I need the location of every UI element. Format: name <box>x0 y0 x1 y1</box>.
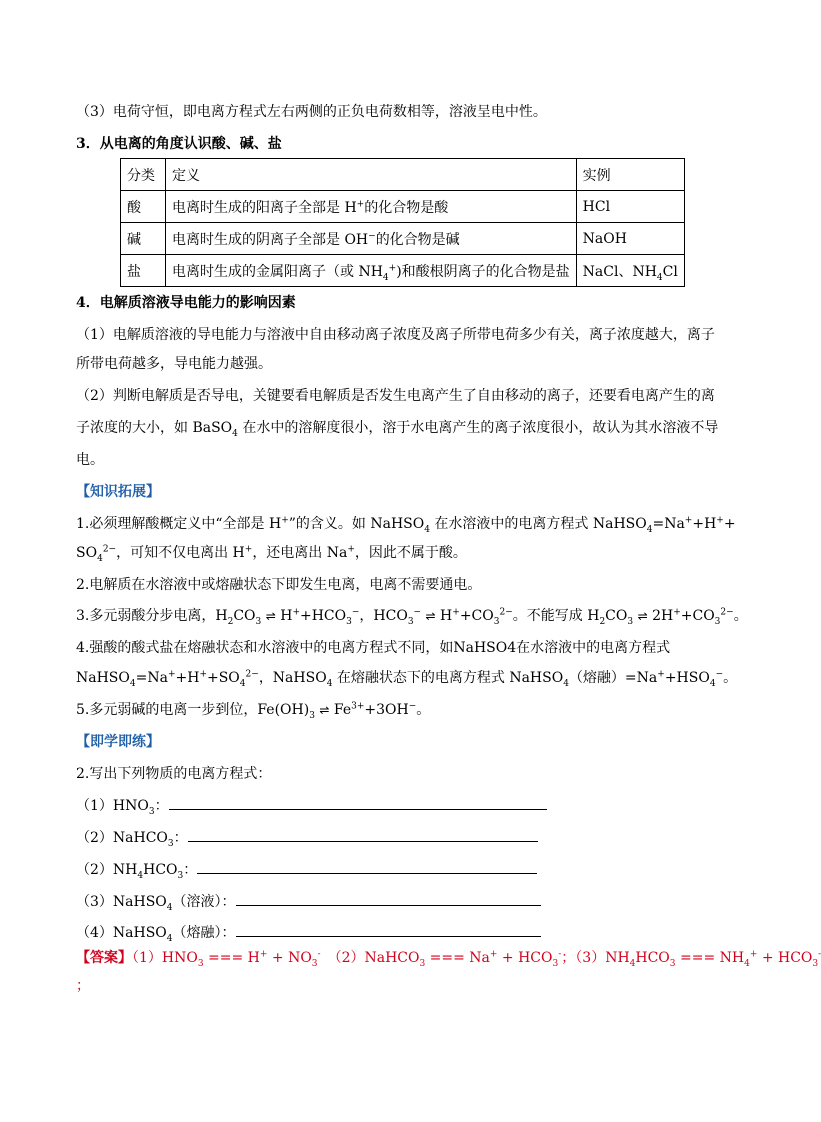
table-cell: NaOH <box>576 223 684 255</box>
table-cell: 酸 <box>121 191 166 223</box>
answer-blank[interactable] <box>188 827 538 842</box>
paragraph-line: 电。 <box>76 452 104 468</box>
table-cell: 电离时生成的金属阳离子（或 $NH_4^+$)和酸根阴离子的化合物是盐 <box>166 255 577 287</box>
table-cell: HCl <box>576 191 684 223</box>
question-item-nahso4-solution: （3）NaHSO$_4$（溶液）： <box>76 891 541 912</box>
answer-blank[interactable] <box>197 859 537 874</box>
table-cell: 电离时生成的阴离子全部是 OH−的化合物是碱 <box>166 223 577 255</box>
answer-label: 【答案】 <box>76 950 132 966</box>
question-item-nh4hco3: $(2)NH_4HCO_3$： <box>76 859 537 880</box>
table-header-row <box>121 159 685 191</box>
knowledge-extension-heading: 【知识拓展】 <box>76 484 160 500</box>
acid-base-salt-table <box>120 158 685 287</box>
paragraph-charge-conservation: （3）电荷守恒，即电离方程式左右两侧的正负电荷数相等，溶液呈电中性。 <box>76 104 547 120</box>
practice-heading: 【即学即练】 <box>76 734 160 750</box>
paragraph-line: 所带电荷越多，导电能力越强。 <box>76 356 272 372</box>
table-header-cell: 定义 <box>166 159 577 191</box>
question-item-hno3: $(1)HNO_3$： <box>76 795 547 816</box>
table-cell: 盐 <box>121 255 166 287</box>
extension-item-4: 4.强酸的酸式盐在熔融状态和水溶液中的电离方程式不同，如NaHSO4在水溶液中的电离方程式 <box>76 640 671 656</box>
extension-item-3: 3.多元弱酸分步电离，$H_2CO_3$ ⇌ $H^++HCO_3^-$，$HCO_3^-$ ⇌ $H^++CO_3^{2-}$。不能写成 $H_2CO_3$ ⇌ $2H^++CO_3^{2-}$。 <box>76 607 748 627</box>
table-cell: 电离时生成的阳离子全部是 H+的化合物是酸 <box>166 191 577 223</box>
table-header-cell: 实例 <box>576 159 684 191</box>
table-cell: 碱 <box>121 223 166 255</box>
extension-item-2: 2.电解质在水溶液中或熔融状态下即发生电离，电离不需要通电。 <box>76 577 482 593</box>
answer-blank[interactable] <box>236 922 541 937</box>
extension-item-1: 1.必须理解酸概定义中“全部是 H+”的含义。如 NaHSO$_4$ 在水溶液中的电离方程式 NaHSO$_4$=Na++H++ <box>76 515 736 535</box>
answer-continuation: ； <box>76 978 90 994</box>
paragraph-line: （2）判断电解质是否导电，关键要看电解质是否发生电离产生了自由移动的离子，还要看电离产生的离 <box>76 388 715 404</box>
question-prompt: 2.写出下列物质的电离方程式： <box>76 766 272 782</box>
paragraph-line: 子浓度的大小，如 BaSO$_4$ 在水中的溶解度很小，溶于水电离产生的离子浓度很小，故认为其水溶液不导 <box>76 420 719 439</box>
question-item-nahso4-melt: （4）NaHSO$_4$（熔融）： <box>76 922 541 943</box>
answer-blank[interactable] <box>169 795 547 810</box>
table-cell: NaCl、$NH_4Cl$ <box>576 255 684 287</box>
table-header-cell: 分类 <box>121 159 166 191</box>
extension-item-5: 5.多元弱碱的电离一步到位，$Fe(OH)_3$ ⇌ $Fe^{3+}+3OH^-$。 <box>76 701 431 721</box>
question-item-nahco3: （2）NaHCO$_3$： <box>76 827 538 848</box>
section-heading-3: 3．从电离的角度认识酸、碱、盐 <box>76 136 282 152</box>
answer-line: 【答案】$(1)HNO_3$ === $H^+ + NO_3^-$ （2）NaHCO$_3$ === $Na^+ + HCO_3^-$；$(3)NH_4HCO_3$ === $NH_4^+ + HCO_3^-$ <box>76 949 821 969</box>
table-row <box>121 191 685 223</box>
extension-item-1-cont: $SO_4^{2-}$，可知不仅电离出 H+，还电离出 Na+，因此不属于酸。 <box>76 544 467 564</box>
answer-blank[interactable] <box>236 891 541 906</box>
table-row <box>121 223 685 255</box>
extension-item-4-cont: $NaHSO_4=Na^++H^++SO_4^{2-}$，NaHSO$_4$ 在熔融状态下的电离方程式 NaHSO$_4$（熔融）$=Na^++HSO_4^-$。 <box>76 669 738 689</box>
paragraph-line: （1）电解质溶液的导电能力与溶液中自由移动离子浓度及离子所带电荷多少有关，离子浓度越大，离子 <box>76 327 715 343</box>
table-row <box>121 255 685 287</box>
section-heading-4: 4．电解质溶液导电能力的影响因素 <box>76 295 296 311</box>
